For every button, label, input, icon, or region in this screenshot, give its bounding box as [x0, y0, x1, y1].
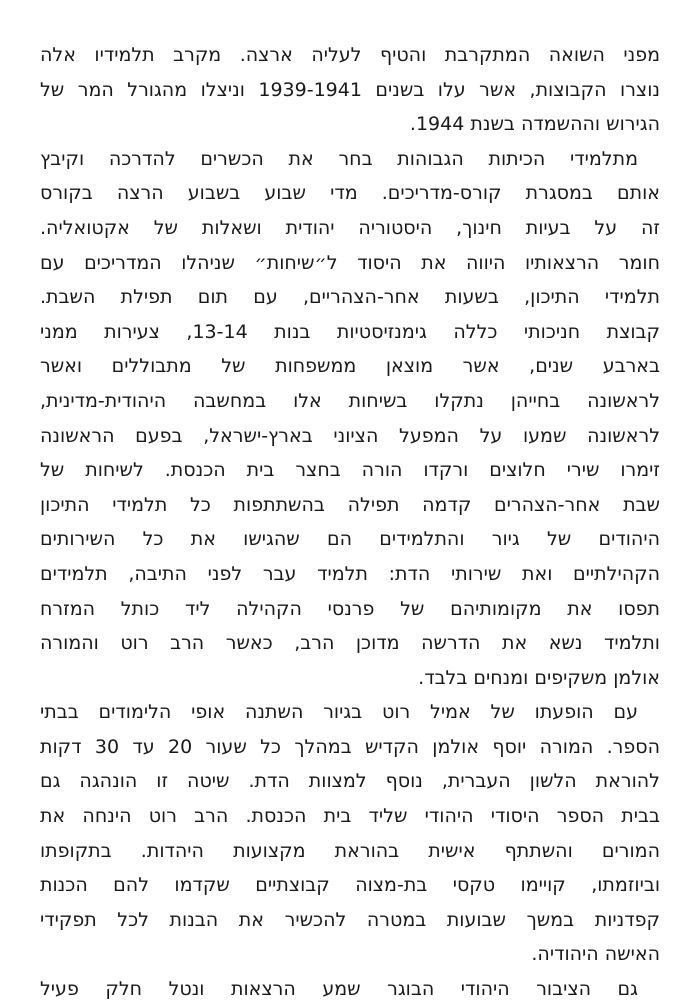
- text-line: אולמן משקיפים ומנחים בלבד.: [418, 666, 660, 689]
- text-line: קבוצת חניכותי כללה גימנזיסטיות בנות 13-14, צעירות ממני: [40, 320, 660, 343]
- text-line: האישה היהודיה.: [531, 943, 660, 966]
- text-line: הגירוש וההשמדה בשנת 1944.: [409, 113, 660, 136]
- text-line: להוראת הלשון העברית, נוסף למצוות הדת. שיטה זו הונהגה גם: [40, 770, 660, 793]
- text-line: הקהילתיים ואת שירותי הדת: תלמיד עבר לפני התיבה, תלמידים: [40, 562, 660, 585]
- text-line: עם הופעתו של אמיל רוט בגיור השתנה אופי הלימודים בבתי: [40, 701, 638, 724]
- text-line: מתלמידי הכיתות הגבוהות בחר את הכשרים להדרכה וקיבץ: [40, 147, 638, 170]
- text-line: גם הציבור היהודי הבוגר שמע הרצאות ונטל חלק פעיל: [40, 978, 638, 1001]
- text-line: בארבע שנים, אשר מוצאן ממשפחות של מתבוללים ואשר: [40, 355, 660, 378]
- text-line: היהודים של גיור והתלמידים הם שהגישו את כל השירותים: [40, 528, 660, 551]
- text-line: וביוזמתו, קויימו טקסי בת-מצוה קבוצתיים שקדמו להם הכנות: [40, 874, 660, 897]
- text-line: קפדניות במשך שבועות במטרה להכשיר את הבנות לכל תפקידי: [40, 908, 660, 931]
- text-line: לראשונה שמעו על המפעל הציוני בארץ-ישראל, בפעם הראשונה: [40, 424, 660, 447]
- text-line: שבת אחר-הצהרים קדמה תפילה בהשתתפות כל תלמידי התיכון: [40, 493, 660, 516]
- text-line: זימרו שירי חלוצים ורקדו הורה בחצר בית הכנסת. לשיחות של: [40, 459, 660, 482]
- text-line: ותלמיד נשא את הדרשה מדוכן הרב, כאשר הרב רוט והמורה: [40, 632, 660, 655]
- text-line: אותם במסגרת קורס-מדריכים. מדי שבוע בשבוע הרצה בקורס: [40, 182, 660, 205]
- text-line: נוצרו הקבוצות, אשר עלו בשנים 1939-1941 וניצלו מהגורל המר של: [40, 78, 660, 101]
- text-line: חומר הרצאותיו היווה את היסוד ל״שיחות״ שניהלו המדריכים עם: [40, 251, 660, 274]
- text-line: המורים והשתתף אישית בהוראת מקצועות היהדות. בתקופתו: [40, 839, 660, 862]
- text-line: מפני השואה המתקרבת והטיף לעליה ארצה. מקרב תלמידיו אלה: [40, 44, 660, 66]
- text-line: לראשונה בחייהן נתקלו בשיחות אלו במחשבה היהודית-מדינית,: [40, 389, 660, 412]
- text-line: זה על בעיות חינוך, היסטוריה יהודית ושאלות של אקטואליה.: [40, 216, 660, 239]
- text-line: תפסו את מקומותיהם של פרנסי הקהילה ליד כותל המזרח: [40, 597, 660, 620]
- text-line: הספר. המורה יוסף אולמן הקדיש במהלך כל שעור 20 עד 30 דקות: [40, 735, 660, 758]
- text-line: תלמידי התיכון, בשעות אחר-הצהריים, עם תום תפילת השבת.: [40, 286, 660, 309]
- text-line: בבית הספר היסודי היהודי שליד בית הכנסת. הרב רוט הינחה את: [40, 805, 660, 828]
- body-text: [40, 38, 660, 1007]
